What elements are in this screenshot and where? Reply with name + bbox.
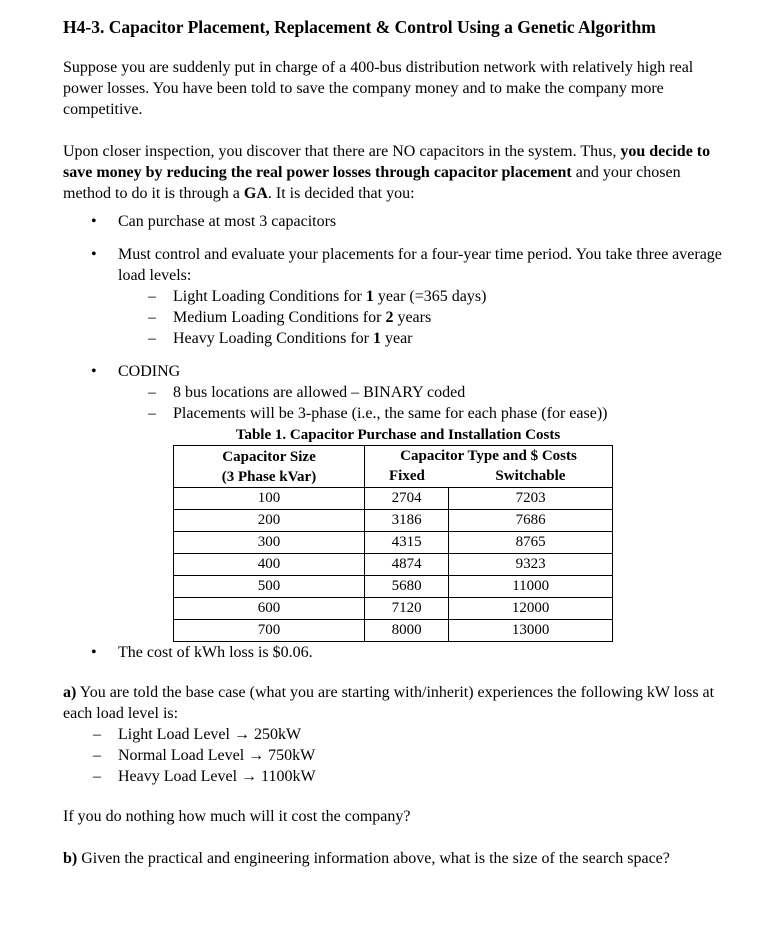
size-cell: 100 (174, 488, 365, 510)
load-level-years: 2 (385, 309, 394, 326)
table-header-row (174, 446, 613, 467)
list-item (63, 244, 723, 349)
size-cell: 300 (174, 532, 365, 554)
list-item (63, 642, 723, 663)
problem-title: H4-3. Capacitor Placement, Replacement & Control Using a Genetic Algorithm (63, 17, 656, 37)
fixed-cost-cell: 7120 (365, 598, 449, 620)
table-caption: Table 1. Capacitor Purchase and Installation Costs (235, 427, 561, 443)
list-item (63, 745, 723, 766)
list-item (63, 361, 723, 642)
switchable-cost-cell: 11000 (449, 576, 613, 598)
list-item (63, 382, 723, 403)
coding-list (63, 382, 723, 424)
fixed-cost-cell: 3186 (365, 510, 449, 532)
table-row (174, 598, 613, 620)
list-item (63, 286, 723, 307)
switchable-cost-cell: 7686 (449, 510, 613, 532)
size-cell: 500 (174, 576, 365, 598)
coding-text: Placements will be 3-phase (i.e., the same for each phase (for ease)) (173, 405, 608, 422)
load-level-post: years (393, 309, 432, 326)
list-item (63, 211, 723, 232)
dash-icon: – (148, 384, 156, 401)
dash-icon: – (148, 288, 156, 305)
fixed-header: Fixed (365, 466, 449, 488)
size-header (174, 446, 365, 488)
table-row (174, 576, 613, 598)
fixed-cost-cell: 2704 (365, 488, 449, 510)
intro-paragraph: Suppose you are suddenly put in charge of a 400-bus distribution network with relatively high real power losses. You have been told to save the company money and to make the company more competitive. (63, 59, 694, 118)
load-level-text (118, 309, 431, 326)
base-case-list (63, 724, 723, 787)
load-level-years: 1 (365, 288, 374, 305)
dash-icon: – (93, 726, 101, 743)
requirements-list (63, 211, 723, 663)
question-a-text: You are told the base case (what you are starting with/inherit) experiences the following kW loss at each load level is: (63, 684, 715, 722)
question-b (63, 848, 723, 869)
switchable-header: Switchable (449, 466, 613, 488)
base-case-text: Normal Load Level → 750kW (118, 747, 316, 764)
switchable-cost-cell: 9323 (449, 554, 613, 576)
bullet-icon: • (91, 363, 97, 380)
size-header-line2: (3 Phase kVar) (221, 468, 317, 485)
load-levels-list (63, 286, 723, 349)
size-cell: 700 (174, 620, 365, 642)
list-item (63, 766, 723, 787)
base-case-text: Light Load Level → 250kW (118, 726, 302, 743)
size-cell: 400 (174, 554, 365, 576)
list-item (63, 724, 723, 745)
size-cell: 200 (174, 510, 365, 532)
bullet-icon: • (91, 644, 97, 661)
context-text-ga: GA (243, 185, 268, 202)
fixed-cost-cell: 5680 (365, 576, 449, 598)
size-header-line1: Capacitor Size (222, 448, 316, 465)
load-level-pre: Heavy Loading Conditions for (173, 330, 373, 347)
fixed-cost-cell: 4315 (365, 532, 449, 554)
question-a-label: a) (63, 684, 77, 701)
size-cell: 600 (174, 598, 365, 620)
dash-icon: – (148, 309, 156, 326)
switchable-cost-cell: 7203 (449, 488, 613, 510)
bullet-text: CODING (118, 363, 181, 380)
table-row (174, 532, 613, 554)
coding-text: 8 bus locations are allowed – BINARY coded (173, 384, 466, 401)
load-level-pre: Light Loading Conditions for (173, 288, 366, 305)
question-cost: If you do nothing how much will it cost the company? (63, 808, 411, 825)
context-paragraph (63, 141, 723, 204)
dash-icon: – (93, 768, 101, 785)
load-level-pre: Medium Loading Conditions for (173, 309, 386, 326)
fixed-cost-cell: 4874 (365, 554, 449, 576)
fixed-cost-cell: 8000 (365, 620, 449, 642)
document-page (63, 16, 723, 869)
table-row (174, 554, 613, 576)
bullet-text: Can purchase at most 3 capacitors (118, 213, 337, 230)
list-item (63, 307, 723, 328)
load-level-years: 1 (372, 330, 381, 347)
capacitor-cost-table (173, 445, 613, 642)
bullet-text: The cost of kWh loss is $0.06. (118, 644, 313, 661)
load-level-post: year (380, 330, 413, 347)
bullet-icon: • (91, 246, 97, 263)
dash-icon: – (148, 405, 156, 422)
context-text-a: Upon closer inspection, you discover that there are NO capacitors in the system. Thus, (63, 143, 621, 160)
cost-table-block (173, 425, 613, 642)
question-b-text: Given the practical and engineering information above, what is the size of the search space? (77, 850, 670, 867)
switchable-cost-cell: 13000 (449, 620, 613, 642)
table-row (174, 488, 613, 510)
question-b-label: b) (63, 850, 78, 867)
switchable-cost-cell: 8765 (449, 532, 613, 554)
switchable-cost-cell: 12000 (449, 598, 613, 620)
load-level-post: year (=365 days) (373, 288, 487, 305)
dash-icon: – (148, 330, 156, 347)
load-level-text (118, 330, 413, 347)
bullet-icon: • (91, 213, 97, 230)
dash-icon: – (93, 747, 101, 764)
list-item (63, 403, 723, 424)
context-text-e: . It is decided that you: (267, 185, 415, 202)
question-a (63, 682, 723, 724)
context-text-bold: you decide to save money by reducing the real power losses through capacitor placement (63, 143, 711, 181)
context-text-c: and your chosen method to do it is through a (63, 164, 681, 202)
type-cost-header: Capacitor Type and $ Costs (365, 446, 613, 467)
table-row (174, 620, 613, 642)
list-item (63, 328, 723, 349)
bullet-text: Must control and evaluate your placements for a four-year time period. You take three average load levels: (118, 246, 722, 284)
load-level-text (118, 288, 486, 305)
table-row (174, 510, 613, 532)
base-case-text: Heavy Load Level → 1100kW (118, 768, 316, 785)
